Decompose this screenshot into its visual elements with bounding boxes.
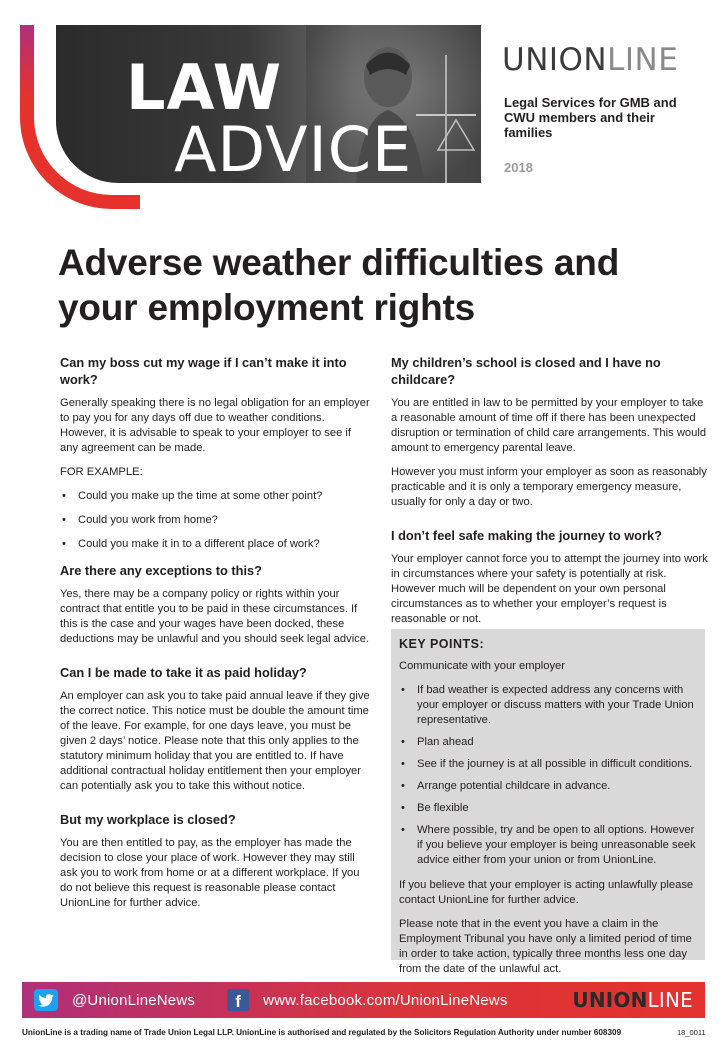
logo-line-text: LINE [607, 42, 679, 78]
list-item: • Could you make it in to a different place of work? [60, 537, 370, 552]
section-heading-exceptions: Are there any exceptions to this? [60, 563, 262, 578]
section-text: Generally speaking there is no legal obligation for an employer to pay you for any days off due to weather conditions. However, it is advisable to speak to your employer to see if any agreement can be made. [60, 397, 370, 454]
year: 2018 [504, 160, 533, 175]
facebook-icon[interactable]: f [227, 989, 249, 1011]
footer-unionline-logo [572, 988, 693, 1012]
section-text: Yes, there may be a company policy or rights within your contract that entitle you to be paid in these circumstances. If this is the case and your wages have been docked, these deductions may be unlawful and you should seek legal advice. [60, 588, 370, 645]
key-points-list [399, 683, 697, 868]
unionline-logo [502, 42, 678, 78]
footer-bar [22, 982, 705, 1018]
list-item: • If bad weather is expected address any concerns with your employer or discuss matters with your Trade Union representative. [399, 683, 697, 728]
key-points-heading: KEY POINTS: [399, 637, 485, 651]
list-item: • See if the journey is at all possible in difficult conditions. [399, 757, 697, 772]
right-column [391, 354, 711, 636]
section-text: Your employer cannot force you to attempt the journey into work in circumstances where your safety is potentially at risk. However much will be dependent on your own personal circumstances as to whether your employer’s request is reasonable or not. [391, 553, 708, 625]
section-heading-childcare: My children’s school is closed and I have no childcare? [391, 355, 661, 387]
list-item: • Could you make up the time at some other point? [60, 489, 370, 504]
legal-disclaimer: UnionLine is a trading name of Trade Union Legal LLP. UnionLine is authorised and regulated by the Solicitors Regulation Authority under number 608309 [22, 1028, 622, 1037]
section-heading-journey: I don’t feel safe making the journey to work? [391, 528, 662, 543]
key-points-intro: Communicate with your employer [399, 660, 566, 672]
twitter-icon[interactable] [34, 989, 58, 1011]
list-item: • Plan ahead [399, 735, 697, 750]
facebook-url-link[interactable]: www.facebook.com/UnionLineNews [263, 991, 508, 1009]
law-advice-banner [56, 25, 481, 183]
twitter-bird-icon [38, 994, 54, 1007]
footer-logo-line: LINE [647, 988, 693, 1012]
section-text: You are entitled in law to be permitted by your employer to take a reasonable amount of time off if there has been unexpected disruption or termination of child care arrangements. This would amount to emergency parental leave. [391, 397, 707, 454]
key-points-box [391, 629, 705, 975]
for-example-label: FOR EXAMPLE: [60, 466, 143, 478]
section-text: You are then entitled to pay, as the employer has made the decision to close your place of work. However they may still ask you to work from home or at a different workplace. If you do not believe this request is reasonable please contact UnionLine for further advice. [60, 837, 360, 909]
example-list [60, 489, 370, 552]
law-heading: LAW [126, 51, 283, 124]
list-item: • Arrange potential childcare in advance. [399, 779, 697, 794]
section-heading-wage: Can my boss cut my wage if I can’t make it into work? [60, 355, 347, 387]
tagline: Legal Services for GMB and CWU members and their families [504, 95, 677, 140]
footer-logo-union: UNION [572, 988, 648, 1012]
list-item: • Be flexible [399, 801, 697, 816]
left-column [60, 354, 370, 920]
list-item: • Could you work from home? [60, 513, 370, 528]
list-item: • Where possible, try and be open to all options. However if you believe your employer is being unreasonable seek advice either from your union or from UnionLine. [399, 823, 697, 868]
header-arc-accent [20, 25, 34, 95]
section-heading-holiday: Can I be made to take it as paid holiday? [60, 665, 307, 680]
key-points-text: Please note that in the event you have a claim in the Employment Tribunal you have only a limited period of time in order to take action, typically three months less one day from the date of the unlawful act. [399, 918, 692, 975]
logo-union-text: UNION [502, 42, 608, 78]
section-heading-closed: But my workplace is closed? [60, 812, 236, 827]
twitter-handle-link[interactable]: @UnionLineNews [72, 991, 196, 1009]
advice-heading: ADVICE [174, 113, 413, 183]
page-title: Adverse weather difficulties and your employment rights [58, 242, 620, 328]
section-text: However you must inform your employer as soon as reasonably practicable and it is only a temporary emergency measure, usually for only a day or two. [391, 466, 707, 508]
key-points-text: If you believe that your employer is acting unlawfully please contact UnionLine for further advice. [399, 879, 694, 906]
section-text: An employer can ask you to take paid annual leave if they give the correct notice. This notice must be double the amount time of the leave. For example, for one days leave, you must be given 2 days’ notice. Please note that this only applies to the statutory minimum holiday that you are entitled to. If have additional contractual holiday entitlement then your employer can potentially ask you to take this without notice. [60, 690, 370, 792]
document-reference: 18_0011 [677, 1028, 706, 1037]
